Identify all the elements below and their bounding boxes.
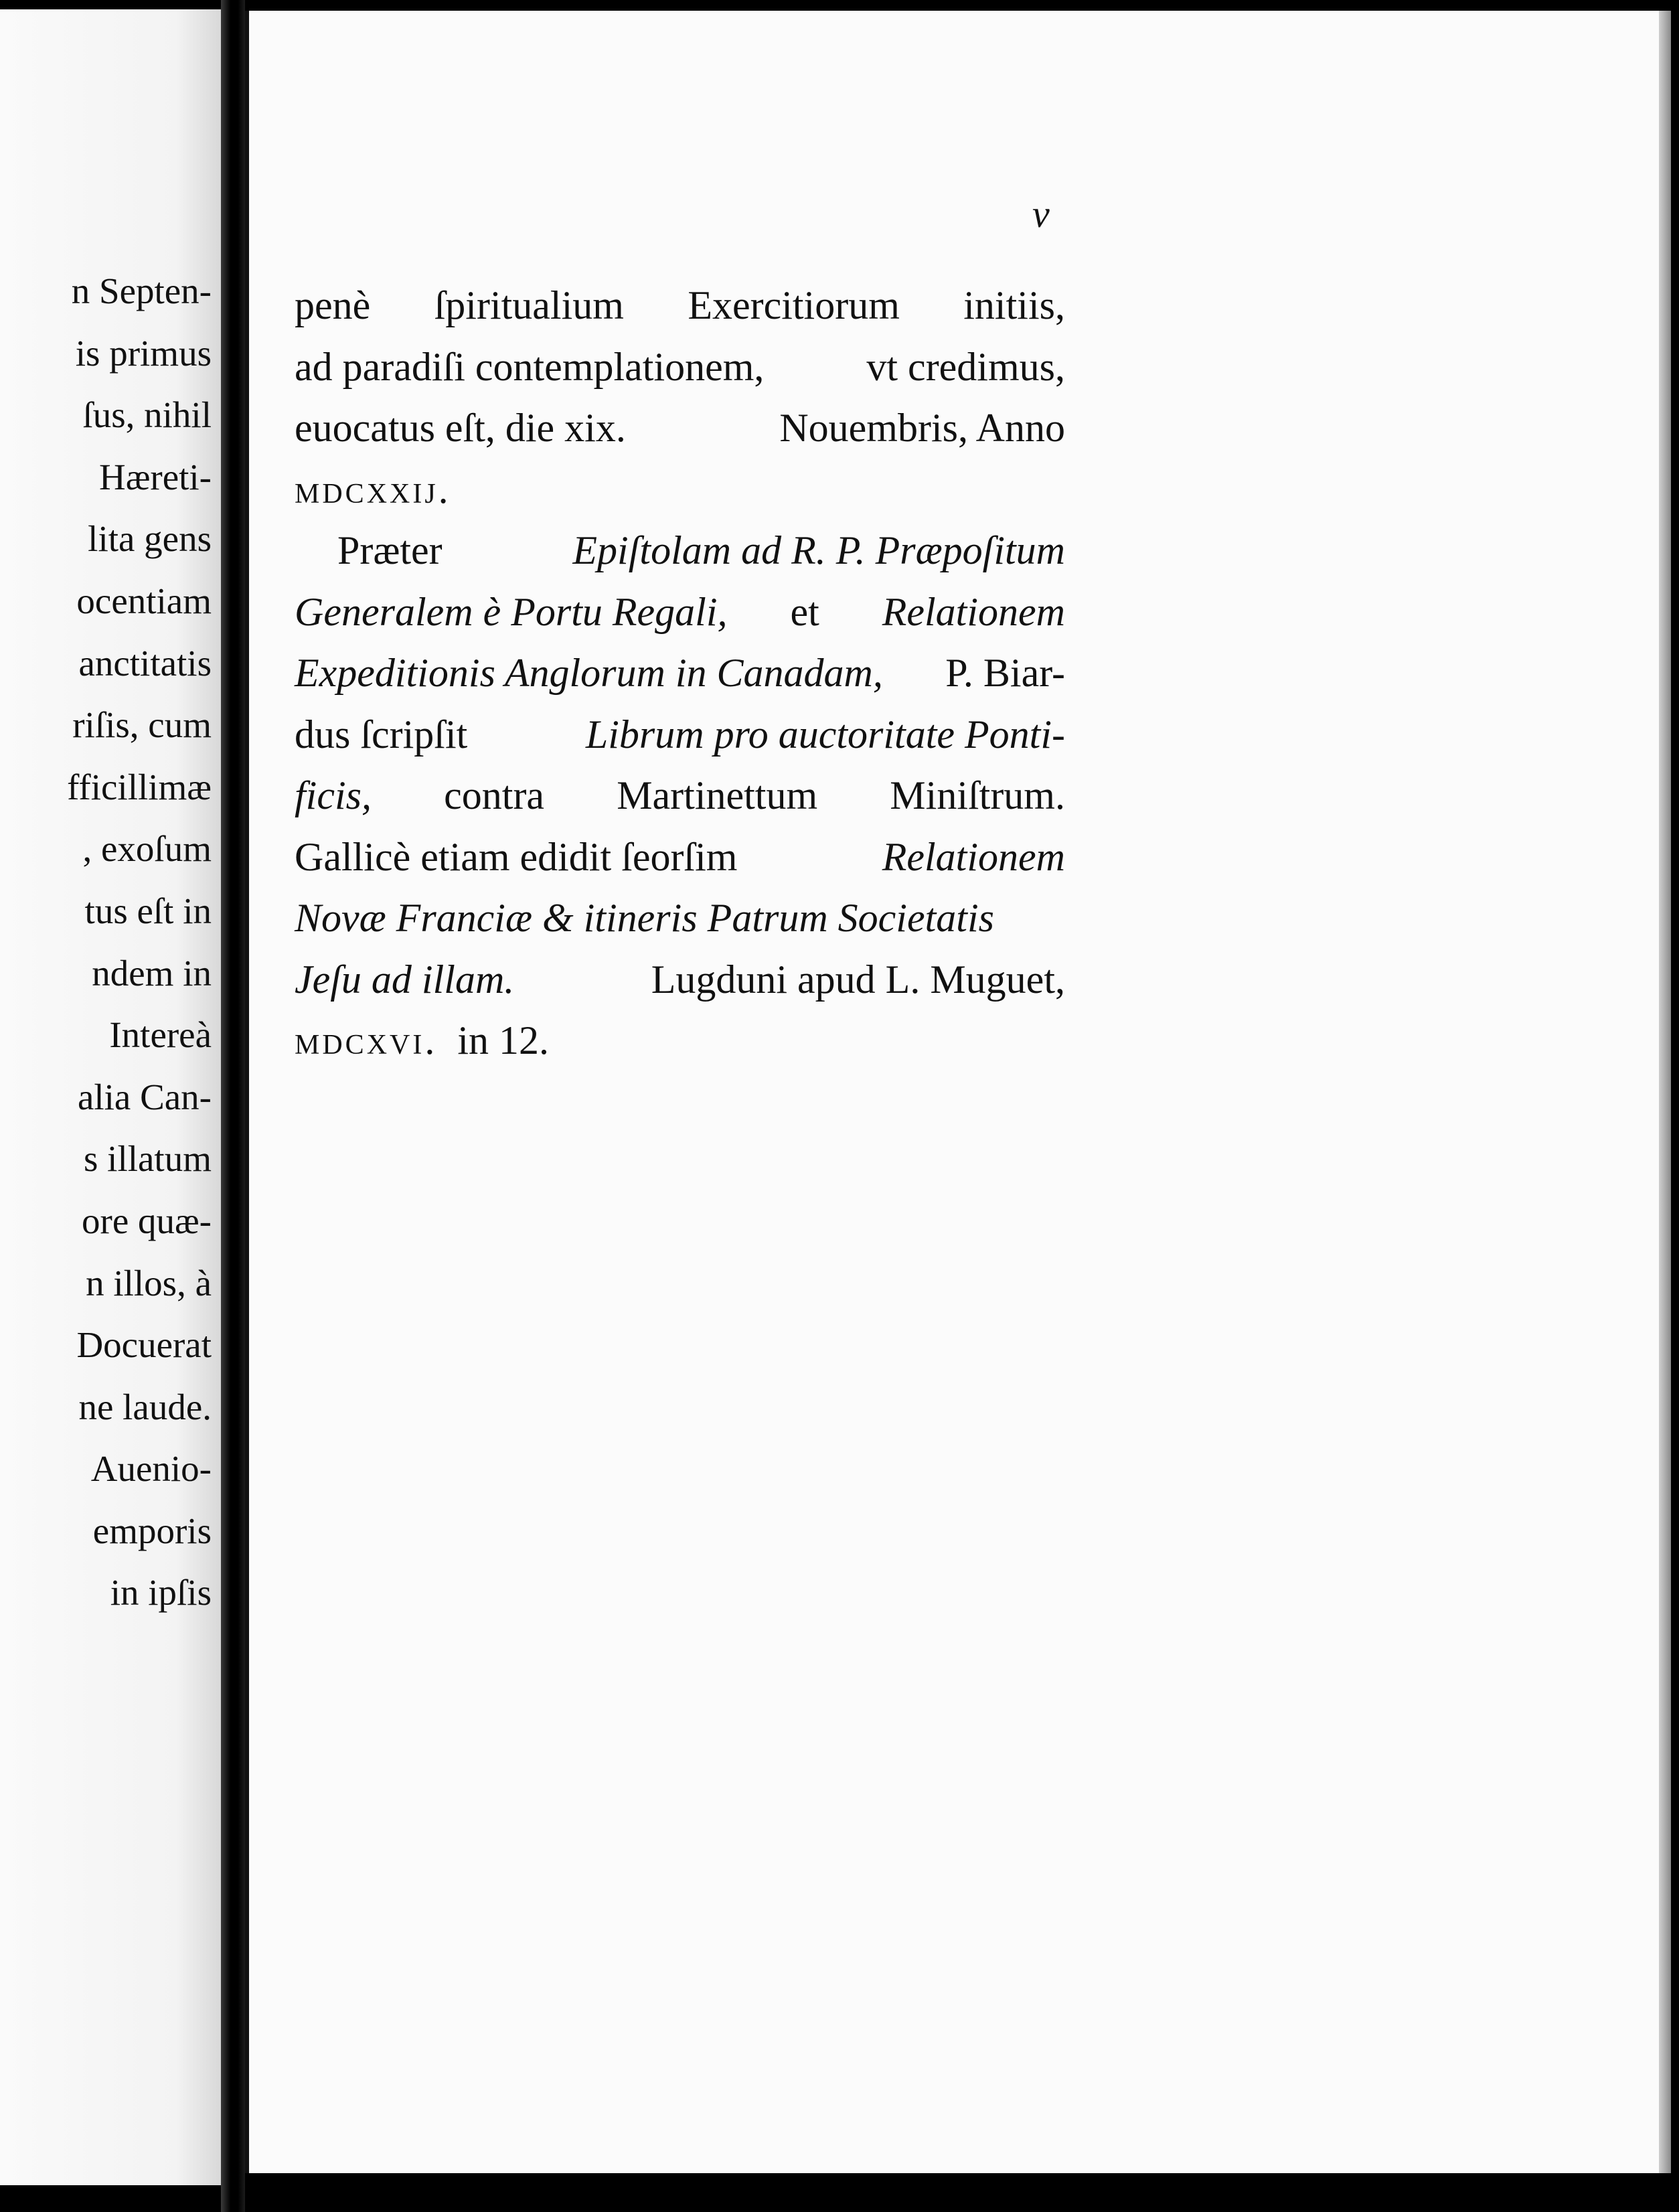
text-line: mdcxvi. in 12. <box>295 1018 550 1062</box>
book-gutter <box>221 0 245 2212</box>
left-page <box>0 9 221 2185</box>
left-line: tus eſt in <box>84 890 212 931</box>
left-line: ſus, nihil <box>82 394 212 436</box>
text-line: Gallicè etiam edidit ſeorſim Relationem <box>295 834 1065 879</box>
page-number: v <box>1032 192 1050 236</box>
left-line: , exoſum <box>82 828 212 870</box>
left-line: riſis, cum <box>72 704 212 746</box>
page-edge <box>1659 11 1671 2173</box>
text-line: Generalem è Portu Regali, et Relationem <box>295 589 1065 634</box>
left-line: in ipſis <box>110 1572 212 1613</box>
text-line: euocatus eſt, die xix. Nouembris, Anno <box>295 406 1065 450</box>
left-line: s illatum <box>84 1138 212 1180</box>
text-line: Novæ Franciæ & itineris Patrum Societatis <box>295 896 994 940</box>
text-line: dus ſcripſit Librum pro auctoritate Ponti- <box>295 712 1065 757</box>
text-line: penè ſpiritualium Exercitiorum initiis, <box>295 283 1065 327</box>
left-line: ndem in <box>92 952 212 994</box>
left-line: alia Can- <box>77 1076 212 1117</box>
right-page <box>245 11 1659 2173</box>
left-page-text <box>67 260 212 1624</box>
left-line: ore quæ- <box>82 1200 212 1241</box>
text-line: mdcxxij. <box>295 467 451 511</box>
text-line: ad paradiſi contemplationem, vt credimus, <box>295 344 1065 389</box>
left-line: Docuerat <box>76 1324 212 1366</box>
left-line: lita gens <box>88 518 212 560</box>
left-line: Hæreti- <box>98 456 212 497</box>
left-line: fficillimæ <box>67 766 212 807</box>
left-line: ne laude. <box>78 1386 212 1427</box>
text-line: Jeſu ad illam. Lugduni apud L. Muguet, <box>295 957 1065 1002</box>
text-line: ficis, contra Martinettum Miniſtrum. <box>295 773 1065 817</box>
left-line: n illos, à <box>86 1262 212 1304</box>
left-line: emporis <box>92 1510 212 1551</box>
text-line: Expeditionis Anglorum in Canadam, P. Biar- <box>295 651 1065 695</box>
left-line: ocentiam <box>76 580 212 621</box>
text-line: Præter Epiſtolam ad R. P. Præpoſitum <box>337 528 1065 572</box>
left-line: n Septen- <box>71 270 212 311</box>
left-line: Auenio- <box>90 1448 212 1490</box>
left-line: Intereà <box>109 1014 212 1056</box>
left-line: anctitatis <box>78 642 212 684</box>
left-line: is primus <box>75 332 212 374</box>
body-text <box>295 275 1065 1072</box>
